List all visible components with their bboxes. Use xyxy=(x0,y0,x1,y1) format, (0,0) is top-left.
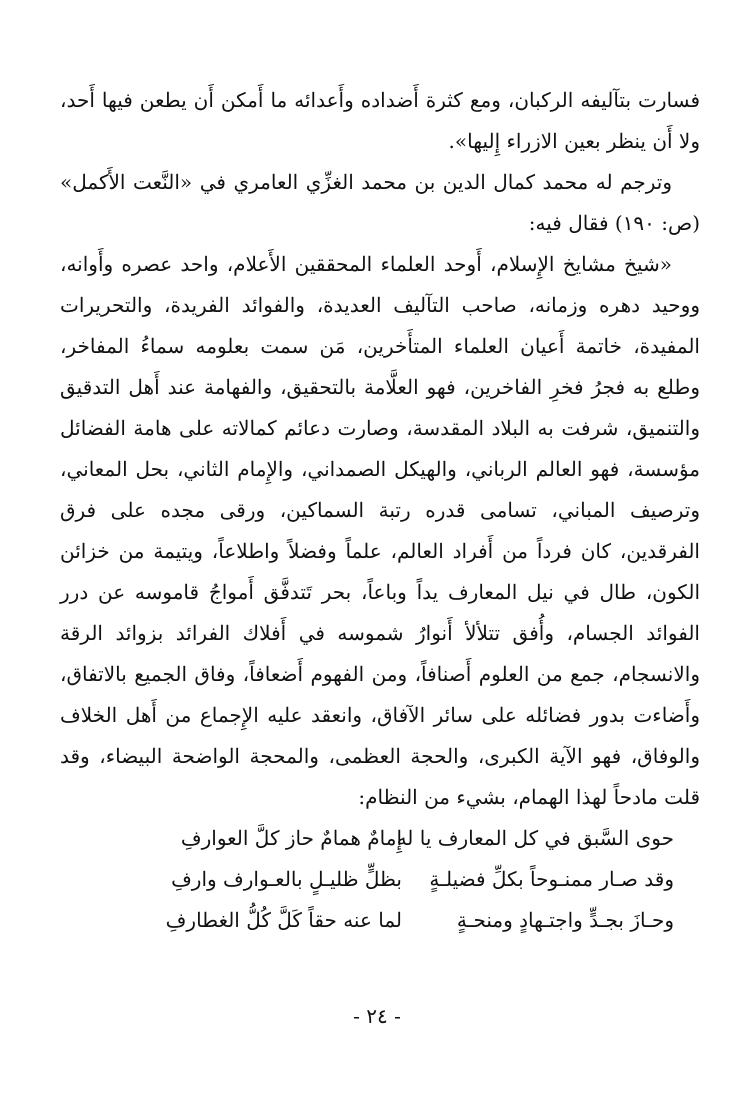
verse-second-hemistich: بظلٍّ ظليـلٍ بالعـوارف وارفِ xyxy=(171,867,402,891)
paragraph-translation-intro: وترجم له محمد كمال الدين بن محمد الغزِّي العامري في «النَّعت الأَكمل» (ص: ١٩٠) فقال فيه: xyxy=(60,170,700,235)
verse-first-hemistich: حوى السَّبق في كل المعارف يا له xyxy=(396,826,674,850)
paragraph-closing-quote: فسارت بتآليفه الركبان، ومع كثرة أَضداده وأَعدائه ما أَمكن أَن يطعن فيها أَحد، ولا أَن ينظر بعين الازراء إِليها». xyxy=(60,88,700,153)
document-page xyxy=(60,80,700,941)
poem-verse xyxy=(60,900,674,941)
verse-first-hemistich: وقد صـار ممنـوحاً بكلِّ فضيلـةٍ xyxy=(429,867,674,891)
verse-second-hemistich: إِمامٌ همامٌ حاز كلَّ العوارفِ xyxy=(180,826,402,850)
paragraph-biography-quote: «شيخ مشايخ الإِسلام، أَوحد العلماء المحققين الأَعلام، واحد عصره وأَوانه، ووحيد دهره وزمانه، صاحب التآليف العديدة، والفوائد الفريدة، والتحريرات المفيدة، خاتمة أَعيان العلماء المتأَخرين، مَن سمت بعلومه سماءُ المفاخر، وطلع به فجرُ فخرِ الفاخرين، فهو العلَّامة بالتحقيق، والفهامة عند أَهل التدقيق والتنميق، شرفت به البلاد المقدسة، وصارت دعائم كمالاته على هامة الفضائل مؤسسة، فهو العالم الرباني، والهيكل الصمداني، والإِمام الثاني، بحل المعاني، وترصيف المباني، تسامى قدره رتبة السماكين، ورقى مجده على فرق الفرقدين، كان فرداً من أَفراد العالم، علماً وفضلاً واطلاعاً، ويتيمة من خزائن الكون، طال في نيل المعارف يداً وباعاً، بحر تَتدفَّق أَمواجُ قاموسه عن درر الفوائد الجسام، وأُفق تتلألأ أَنوارُ شموسه في أَفلاك الفرائد بزوائد الرقة والانسجام، جمع من العلوم أَصنافاً، ومن الفهوم أَضعافاً، وفاق الجميع بالاتفاق، وأَضاءت بدور فضائله على سائر الآفاق، وانعقد عليه الإِجماع من أَهل الخلاف والوفاق، فهو الآية الكبرى، والحجة العظمى، والمحجة الواضحة البيضاء، وقد قلت مادحاً لهذا الهمام، بشيء من النظام: xyxy=(60,252,700,809)
poem xyxy=(60,818,700,941)
poem-verse xyxy=(60,818,674,859)
page-number: - ٢٤ - xyxy=(353,1004,401,1028)
poem-verse xyxy=(60,859,674,900)
verse-first-hemistich: وحـازَ بجـدٍّ واجتـهادٍ ومنحـةٍ xyxy=(456,908,674,932)
verse-second-hemistich: لما عنه حقاً كَلَّ كُلُّ الغطارفِ xyxy=(165,908,402,932)
